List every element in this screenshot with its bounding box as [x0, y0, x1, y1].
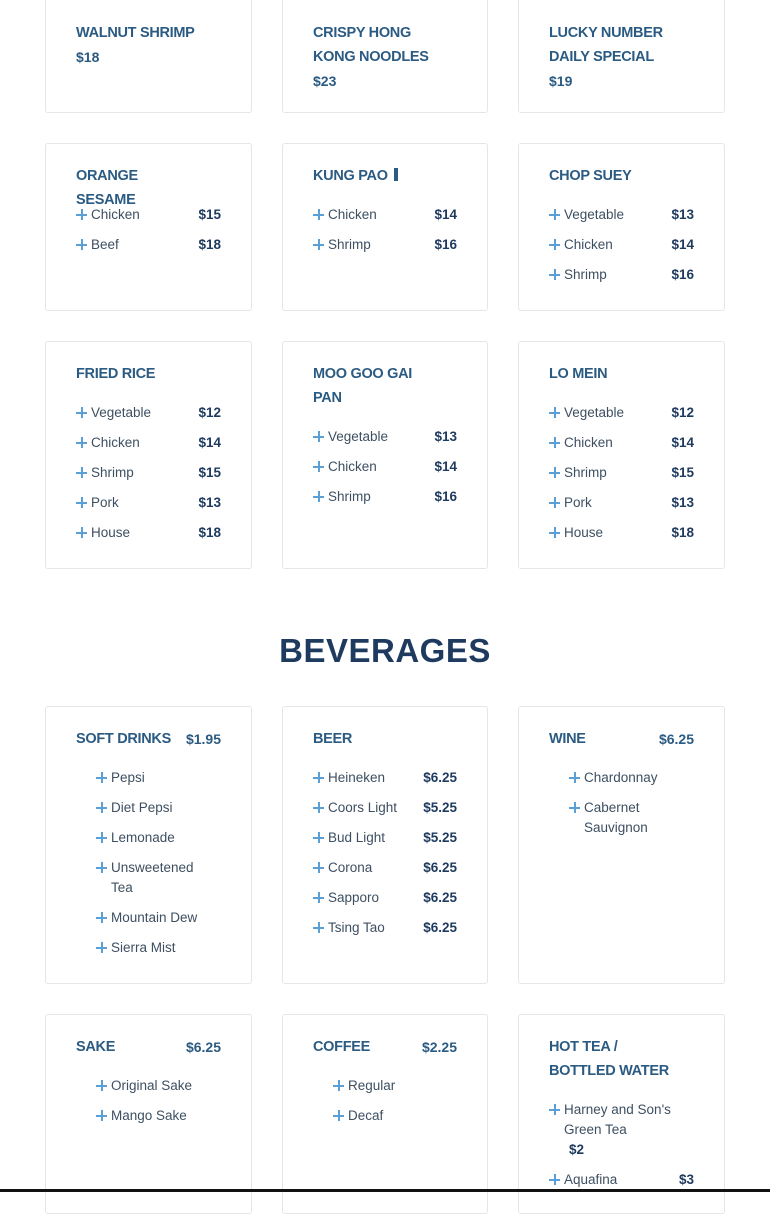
- card-title: CHOP SUEY: [549, 168, 632, 184]
- item-price: $16: [434, 237, 457, 252]
- item-price: $14: [671, 237, 694, 252]
- menu-item[interactable]: [549, 491, 694, 515]
- menu-item[interactable]: [313, 233, 457, 257]
- item-price: $13: [434, 429, 457, 444]
- plus-icon: [76, 467, 87, 478]
- card-title: WALNUT SHRIMP: [76, 25, 195, 41]
- menu-item[interactable]: [313, 916, 457, 940]
- menu-card-wine[interactable]: [518, 706, 725, 984]
- plus-icon: [313, 922, 324, 933]
- plus-icon: [96, 1080, 107, 1091]
- card-price: $6.25: [185, 1039, 221, 1055]
- item-name: Coors Light: [328, 800, 398, 815]
- card-title: SAKE: [76, 1039, 116, 1055]
- plus-icon: [96, 912, 107, 923]
- item-price: $12: [198, 405, 221, 420]
- item-name: Tsing Tao: [328, 920, 385, 935]
- item-price: $13: [671, 495, 694, 510]
- item-name: Original Sake: [111, 1078, 193, 1093]
- menu-item[interactable]: [549, 263, 694, 287]
- item-price: $2: [569, 1142, 585, 1157]
- item-name: Heineken: [328, 770, 386, 785]
- card-price: $19: [549, 73, 573, 89]
- item-name: Vegetable: [564, 405, 625, 420]
- card-price: $2.25: [421, 1039, 457, 1055]
- menu-item[interactable]: [96, 796, 221, 820]
- menu-card-lo-mein[interactable]: [518, 341, 725, 569]
- menu-item[interactable]: [313, 796, 457, 820]
- plus-icon: [96, 1110, 107, 1121]
- menu-card-lucky-number[interactable]: [518, 0, 725, 113]
- menu-item[interactable]: [96, 856, 221, 900]
- card-price: $6.25: [658, 731, 694, 747]
- plus-icon: [76, 497, 87, 508]
- item-price: $5.25: [423, 800, 457, 815]
- plus-icon: [549, 527, 560, 538]
- item-price: $14: [198, 435, 221, 450]
- item-price: $18: [671, 525, 694, 540]
- menu-card-walnut-shrimp[interactable]: [45, 0, 252, 113]
- menu-card-fried-rice[interactable]: [45, 341, 252, 569]
- plus-icon: [549, 407, 560, 418]
- menu-item[interactable]: [76, 233, 221, 257]
- menu-item[interactable]: [96, 1104, 221, 1128]
- plus-icon: [549, 269, 560, 280]
- item-name: Shrimp: [564, 267, 607, 282]
- item-price: $12: [671, 405, 694, 420]
- item-name: Unsweetened Tea: [111, 860, 194, 895]
- section-title-beverages: BEVERAGES: [279, 632, 491, 669]
- plus-icon: [313, 862, 324, 873]
- plus-icon: [96, 942, 107, 953]
- menu-card-hot-tea[interactable]: [518, 1014, 725, 1214]
- item-name: House: [564, 525, 604, 540]
- plus-icon: [333, 1110, 344, 1121]
- menu-item[interactable]: [76, 203, 221, 227]
- plus-icon: [96, 772, 107, 783]
- item-price: $14: [671, 435, 694, 450]
- text-cursor: [394, 168, 398, 181]
- item-name: Sierra Mist: [111, 940, 176, 955]
- plus-icon: [76, 239, 87, 250]
- menu-item[interactable]: [96, 1074, 221, 1098]
- menu-item[interactable]: [76, 491, 221, 515]
- menu-card-moo-goo-gai-pan[interactable]: [282, 341, 488, 569]
- item-name: Vegetable: [564, 207, 625, 222]
- menu-card-chop-suey[interactable]: [518, 143, 725, 311]
- card-title: KUNG PAO: [313, 164, 433, 188]
- item-price: $18: [198, 237, 221, 252]
- item-name: Chicken: [91, 207, 140, 222]
- menu-item[interactable]: [333, 1104, 457, 1128]
- plus-icon: [569, 802, 580, 813]
- plus-icon: [313, 461, 324, 472]
- item-name: Harney and Son's Green Tea: [564, 1102, 671, 1137]
- item-name: Shrimp: [328, 489, 371, 504]
- plus-icon: [313, 832, 324, 843]
- card-price: $23: [313, 73, 337, 89]
- card-title: LUCKY NUMBER DAILY SPECIAL: [549, 25, 663, 65]
- menu-item[interactable]: [569, 796, 694, 840]
- menu-item[interactable]: [96, 766, 221, 790]
- plus-icon: [96, 862, 107, 873]
- menu-item[interactable]: [549, 1098, 694, 1162]
- item-name: Cabernet Sauvignon: [584, 800, 648, 835]
- card-price: $18: [76, 49, 100, 65]
- plus-icon: [313, 209, 324, 220]
- menu-item[interactable]: [76, 401, 221, 425]
- menu-item[interactable]: [549, 401, 694, 425]
- menu-item[interactable]: [76, 461, 221, 485]
- menu-item[interactable]: [96, 936, 221, 960]
- menu-item[interactable]: [549, 203, 694, 227]
- card-title: WINE: [549, 731, 586, 747]
- item-price: $6.25: [423, 860, 457, 875]
- menu-item[interactable]: [549, 461, 694, 485]
- item-price: $14: [434, 459, 457, 474]
- item-name: Beef: [91, 237, 119, 252]
- menu-card-sake[interactable]: [45, 1014, 252, 1214]
- item-name: Chicken: [91, 435, 140, 450]
- item-name: Chicken: [564, 237, 613, 252]
- item-name: Pork: [564, 495, 592, 510]
- item-name: Vegetable: [328, 429, 389, 444]
- plus-icon: [313, 431, 324, 442]
- menu-card-crispy-noodles[interactable]: [282, 0, 488, 113]
- menu-item[interactable]: [313, 425, 457, 449]
- item-price: $15: [198, 207, 221, 222]
- card-title: BEER: [313, 731, 353, 747]
- plus-icon: [313, 802, 324, 813]
- card-title: ORANGE SESAME: [76, 168, 138, 208]
- plus-icon: [96, 802, 107, 813]
- plus-icon: [569, 772, 580, 783]
- plus-icon: [76, 437, 87, 448]
- item-name: Mountain Dew: [111, 910, 198, 925]
- item-price: $15: [198, 465, 221, 480]
- item-price: $6.25: [423, 920, 457, 935]
- menu-item[interactable]: [313, 856, 457, 880]
- plus-icon: [549, 437, 560, 448]
- item-name: Diet Pepsi: [111, 800, 173, 815]
- menu-item[interactable]: [569, 766, 694, 790]
- menu-card-beer[interactable]: [282, 706, 488, 984]
- menu-item[interactable]: [96, 906, 221, 930]
- menu-item[interactable]: [76, 521, 221, 545]
- plus-icon: [76, 527, 87, 538]
- item-name: Regular: [348, 1078, 396, 1093]
- menu-item[interactable]: [313, 886, 457, 910]
- menu-item[interactable]: [76, 431, 221, 455]
- menu-item[interactable]: [313, 203, 457, 227]
- plus-icon: [76, 209, 87, 220]
- item-name: Shrimp: [564, 465, 607, 480]
- item-name: Lemonade: [111, 830, 175, 845]
- item-name: Corona: [328, 860, 373, 875]
- item-name: Shrimp: [328, 237, 371, 252]
- plus-icon: [549, 467, 560, 478]
- card-title: HOT TEA / BOTTLED WATER: [549, 1039, 669, 1079]
- plus-icon: [313, 491, 324, 502]
- item-price: $13: [671, 207, 694, 222]
- card-price: $1.95: [185, 731, 221, 747]
- plus-icon: [549, 239, 560, 250]
- menu-item[interactable]: [313, 826, 457, 850]
- card-title: SOFT DRINKS: [76, 731, 171, 747]
- plus-icon: [313, 772, 324, 783]
- plus-icon: [76, 407, 87, 418]
- menu-card-coffee[interactable]: [282, 1014, 488, 1214]
- menu-item[interactable]: [96, 826, 221, 850]
- menu-card-kung-pao[interactable]: [282, 143, 488, 311]
- item-price: $18: [198, 525, 221, 540]
- menu-item[interactable]: [549, 431, 694, 455]
- menu-item[interactable]: [549, 521, 694, 545]
- item-name: Mango Sake: [111, 1108, 187, 1123]
- item-price: $15: [671, 465, 694, 480]
- menu-item[interactable]: [313, 455, 457, 479]
- item-name: Chicken: [328, 459, 377, 474]
- plus-icon: [549, 497, 560, 508]
- plus-icon: [549, 1174, 560, 1185]
- item-name: Vegetable: [91, 405, 152, 420]
- card-title: COFFEE: [313, 1039, 371, 1055]
- card-title: FRIED RICE: [76, 366, 156, 382]
- item-price: $13: [198, 495, 221, 510]
- item-name: Pepsi: [111, 770, 145, 785]
- item-name: Decaf: [348, 1108, 384, 1123]
- item-name: Chicken: [564, 435, 613, 450]
- item-name: Shrimp: [91, 465, 134, 480]
- card-title: LO MEIN: [549, 366, 608, 382]
- item-price: $16: [671, 267, 694, 282]
- item-price: $6.25: [423, 890, 457, 905]
- item-price: $3: [678, 1172, 694, 1187]
- item-price: $6.25: [423, 770, 457, 785]
- item-name: Pork: [91, 495, 119, 510]
- menu-card-soft-drinks[interactable]: [45, 706, 252, 984]
- plus-icon: [96, 832, 107, 843]
- card-title: CRISPY HONG KONG NOODLES: [313, 25, 429, 65]
- item-price: $14: [434, 207, 457, 222]
- menu-item[interactable]: [313, 766, 457, 790]
- plus-icon: [333, 1080, 344, 1091]
- menu-item[interactable]: [333, 1074, 457, 1098]
- plus-icon: [313, 892, 324, 903]
- menu-item[interactable]: [549, 233, 694, 257]
- item-price: $16: [434, 489, 457, 504]
- item-name: Sapporo: [328, 890, 380, 905]
- item-name: House: [91, 525, 131, 540]
- card-title: MOO GOO GAI PAN: [313, 366, 413, 406]
- menu-card-orange-sesame[interactable]: [45, 143, 252, 311]
- plus-icon: [549, 209, 560, 220]
- plus-icon: [549, 1104, 560, 1115]
- menu-item[interactable]: [313, 485, 457, 509]
- item-price: $5.25: [423, 830, 457, 845]
- item-name: Chardonnay: [584, 770, 658, 785]
- item-name: Bud Light: [328, 830, 386, 845]
- item-name: Aquafina: [564, 1172, 618, 1187]
- item-name: Chicken: [328, 207, 377, 222]
- plus-icon: [313, 239, 324, 250]
